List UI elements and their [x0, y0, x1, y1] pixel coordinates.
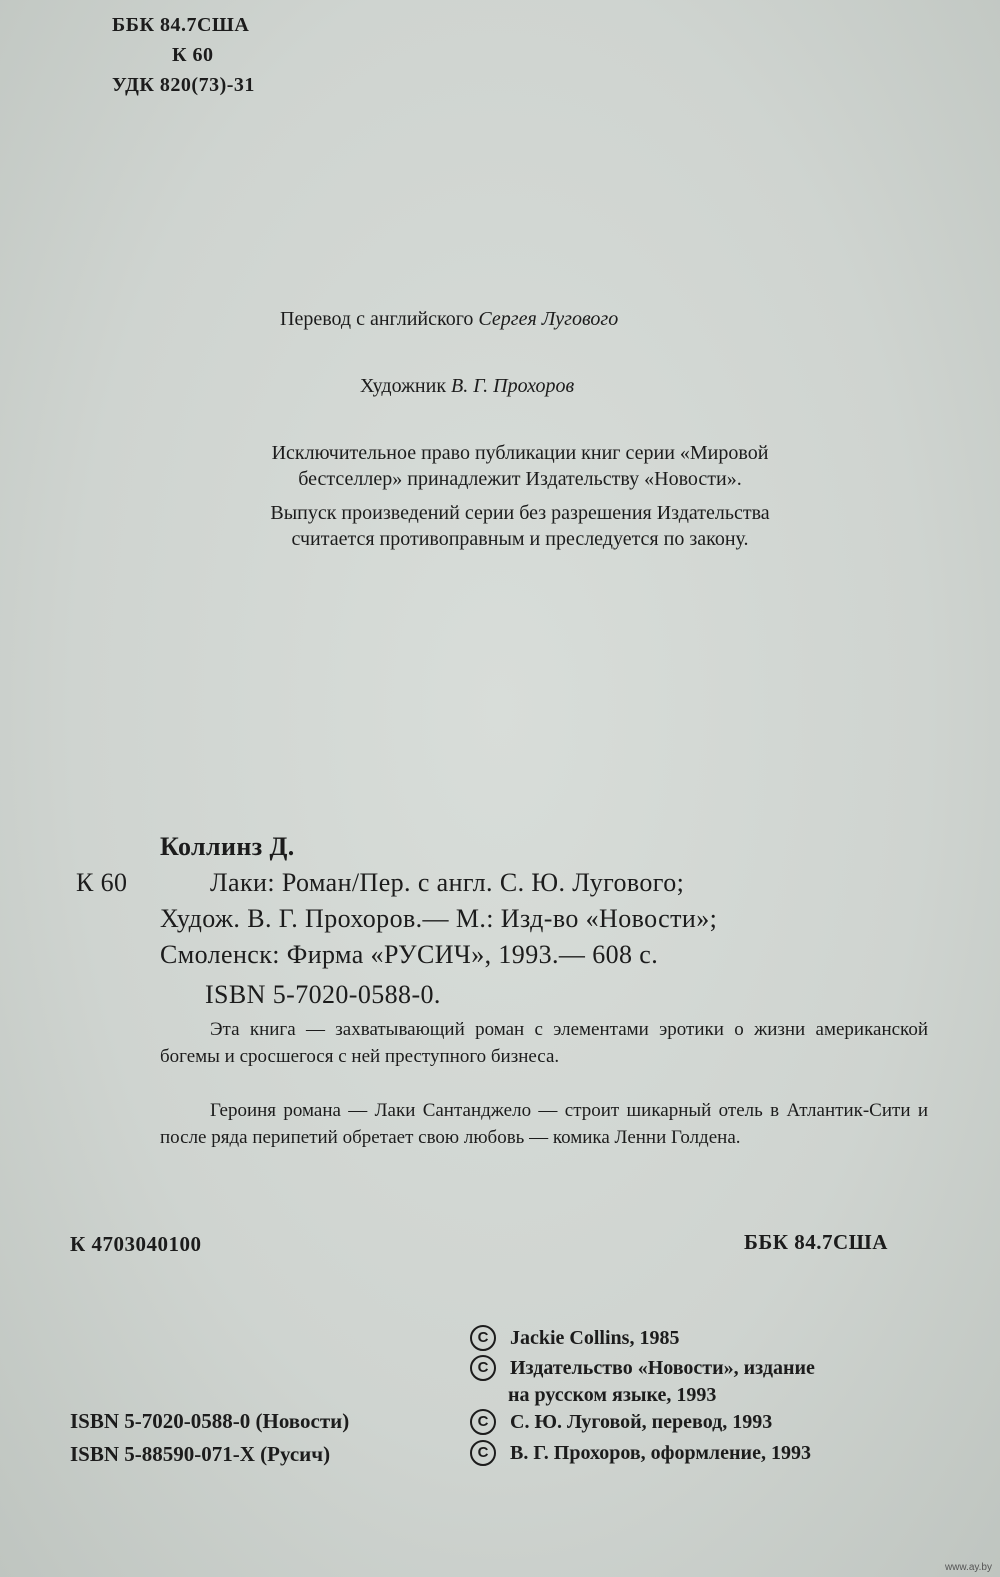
copyright-line: [470, 1440, 811, 1466]
artist-prefix: Художник: [360, 375, 447, 397]
udk-code: УДК 820(73)-31: [112, 74, 255, 96]
catalog-line-2: Худож. В. Г. Прохоров.— М.: Изд-во «Новости»;: [160, 904, 718, 933]
isbn-novosti: ISBN 5-7020-0588-0 (Новости): [70, 1409, 350, 1433]
catalog-author: Коллинз Д.: [160, 832, 295, 861]
site-watermark: www.ay.by: [944, 1562, 992, 1573]
bbk-code-bottom: ББК 84.7США: [744, 1230, 888, 1254]
artist-credit: [360, 375, 574, 398]
translation-prefix: Перевод с английского: [280, 308, 474, 330]
catalog-line-3: Смоленск: Фирма «РУСИЧ», 1993.— 608 с.: [160, 940, 659, 969]
copyright-line: [470, 1355, 815, 1381]
translation-credit: [280, 308, 618, 331]
bbk-code-top: ББК 84.7США: [112, 14, 250, 36]
copyright-icon: C: [470, 1440, 496, 1466]
translator-name: Сергея Лугового: [478, 308, 619, 330]
copyright-author: Jackie Collins, 1985: [510, 1326, 680, 1349]
rights-notice-line: считается противоправным и преследуется по закону.: [291, 528, 749, 550]
index-code: К 4703040100: [70, 1232, 202, 1256]
artist-name: В. Г. Прохоров: [451, 375, 575, 397]
rights-notice-line: Выпуск произведений серии без разрешения Издательства: [270, 502, 770, 524]
catalog-isbn: ISBN 5-7020-0588-0.: [205, 980, 441, 1009]
catalog-line-1: Лаки: Роман/Пер. с англ. С. Ю. Лугового;: [210, 868, 685, 897]
copyright-icon: C: [470, 1355, 496, 1381]
copyright-translator: С. Ю. Луговой, перевод, 1993: [510, 1410, 773, 1433]
copyright-line: [470, 1325, 679, 1351]
author-mark-top: К 60: [172, 44, 214, 66]
annotation-paragraph-1: Эта книга — захватывающий роман с элементами эротики о жизни американской богемы и сросшегося с ней преступного бизнеса.: [160, 1019, 928, 1067]
rights-notice-line: Исключительное право публикации книг серии «Мировой: [271, 442, 769, 464]
copyright-icon: C: [470, 1325, 496, 1351]
rights-notice-line: бестселлер» принадлежит Издательству «Новости».: [298, 468, 742, 490]
copyright-line: [470, 1409, 772, 1435]
copyright-publisher: Издательство «Новости», издание: [510, 1356, 815, 1379]
copyright-publisher-cont: на русском языке, 1993: [508, 1384, 717, 1406]
isbn-rusich: ISBN 5-88590-071-Х (Русич): [70, 1442, 331, 1466]
rights-notice: [110, 440, 930, 552]
annotation-paragraph-2: Героиня романа — Лаки Сантанджело — строит шикарный отель в Атлантик-Сити и после ряда перипетий обретает свою любовь — комика Ленни Голдена.: [160, 1100, 928, 1148]
copyright-icon: C: [470, 1409, 496, 1435]
catalog-mark: К 60: [76, 868, 128, 897]
copyright-artist: В. Г. Прохоров, оформление, 1993: [510, 1441, 811, 1464]
